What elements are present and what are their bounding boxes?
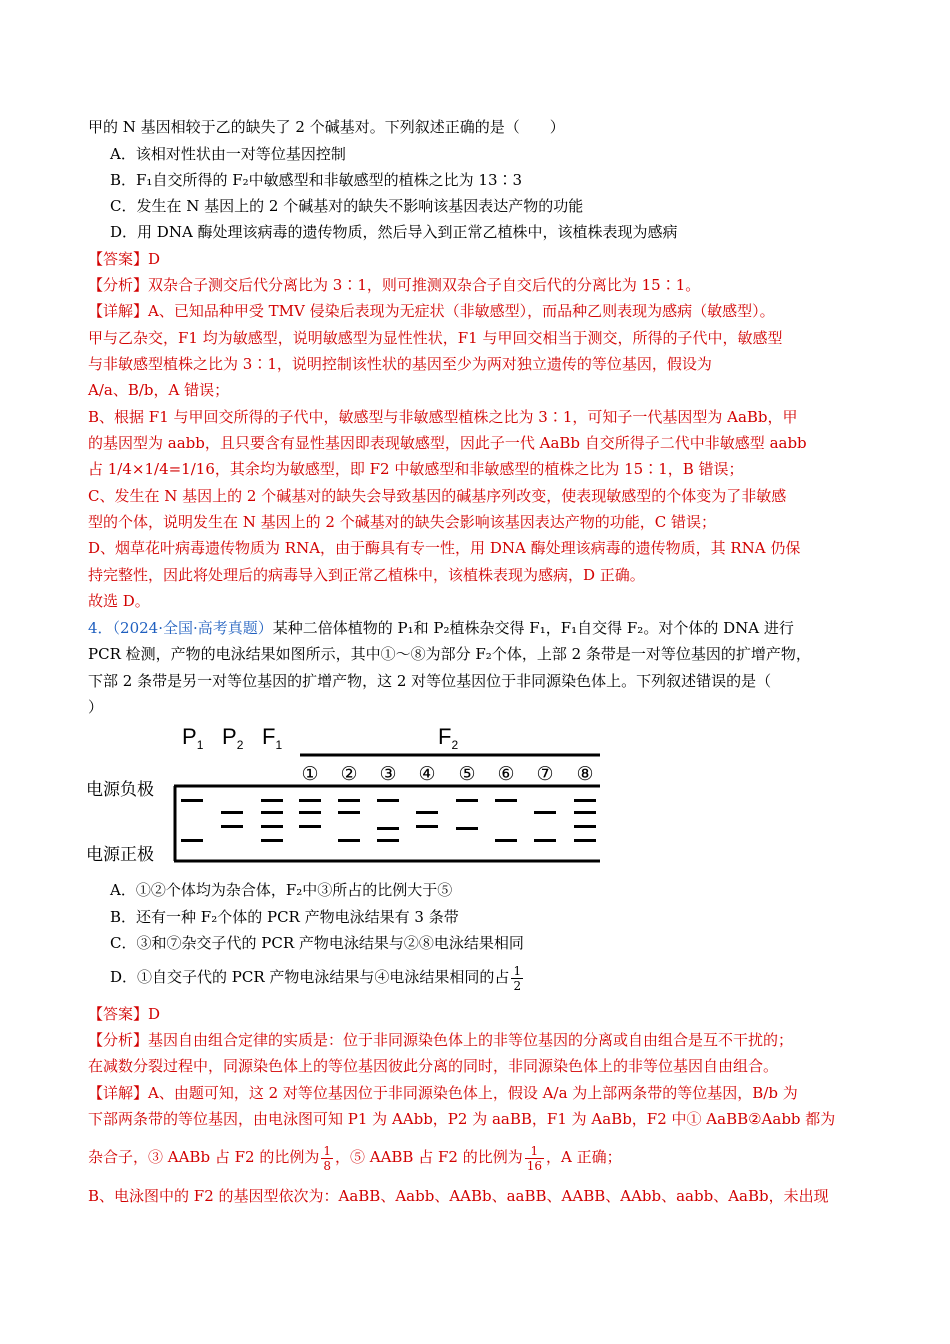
q4-detail-fraction-line: 杂合子，③ AABb 占 F2 的比例为 $\frac{1}{8}$ ，⑤ AABB 占 F2 的比例为 $\frac{1}{16}$ ，A 正确； (88, 1143, 622, 1173)
q3-detail-line: B、根据 F1 与甲回交所得的子代中，敏感型与非敏感型植株之比为 3∶1，可知子一代基因型为 AaBb，甲 (88, 408, 798, 426)
q4-option-d-fraction: $\frac{1}{2}$ (513, 963, 522, 993)
q3-stem: 甲的 N 基因相较于乙的缺失了 2 个碱基对。下列叙述正确的是（ ） (88, 118, 565, 136)
gel-band (495, 799, 517, 802)
q4-option-a: A．①②个体均为杂合体，F₂中③所占的比例大于⑤ (110, 881, 453, 899)
q3-detail-line: 型的个体，说明发生在 N 基因上的 2 个碱基对的缺失会影响该基因表达产物的功能，C 错误； (88, 513, 716, 531)
q4-source: （2024·全国·高考真题） (112, 619, 273, 637)
lane-circle-label: ⑧ (576, 763, 594, 785)
q4-answer: 【答案】D (88, 1005, 161, 1023)
gel-band (377, 839, 399, 842)
q3-detail-line: 故选 D。 (88, 592, 150, 610)
gel-band (377, 799, 399, 802)
gel-band (377, 827, 399, 830)
lane-circle-label: ④ (418, 763, 436, 785)
q3-option-a: A．该相对性状由一对等位基因控制 (110, 145, 346, 163)
gel-band (456, 827, 478, 830)
q4-option-d-text: D．①自交子代的 PCR 产物电泳结果与④电泳结果相同的占 (110, 968, 510, 986)
q3-detail-line: 占 1/4×1/4=1/16，其余均为敏感型，即 F2 中敏感型和非敏感型的植株之比为 15∶1，B 错误； (88, 460, 744, 478)
q4-option-c: C．③和⑦杂交子代的 PCR 产物电泳结果与②⑧电泳结果相同 (110, 934, 524, 952)
gel-band (534, 839, 556, 842)
q3-detail-line: 与非敏感型植株之比为 3∶1，说明控制该性状的基因至少为两对独立遗传的等位基因，假设为 (88, 355, 712, 373)
fraction-one-sixteenth: $\frac{1}{16}$ (526, 1143, 542, 1173)
gel-band (221, 811, 243, 814)
q3-detail-line: 的基因型为 aabb，且只要含有显性基因即表现敏感型，因此子一代 AaBb 自交所得子二代中非敏感型 aabb (88, 434, 807, 452)
negative-electrode-label: 电源负极 (86, 780, 154, 800)
q4-stem-first (88, 617, 794, 639)
q4-detail-line: B、电泳图中的 F2 的基因型依次为：AaBB、Aabb、AABb、aaBB、AABB、AAbb、aabb、AaBb，未出现 (88, 1187, 829, 1205)
positive-electrode-label: 电源正极 (86, 845, 154, 865)
q4-analysis-line: 【分析】基因自由组合定律的实质是：位于非同源染色体上的非等位基因的分离或自由组合是互不干扰的； (88, 1031, 794, 1049)
q3-option-d: D．用 DNA 酶处理该病毒的遗传物质，然后导入到正常乙植株中，该植株表现为感病 (110, 223, 678, 241)
gel-band (416, 811, 438, 814)
gel-band (574, 825, 596, 828)
electrophoresis-figure (86, 720, 606, 866)
gel-band (181, 839, 203, 842)
gel-band (221, 825, 243, 828)
q3-analysis: 【分析】双杂合子测交后代分离比为 3∶1，则可推测双杂合子自交后代的分离比为 15∶1。 (88, 276, 701, 294)
q4-stem-line: ） (88, 698, 104, 716)
gel-band (574, 799, 596, 802)
lane-circle-label: ⑦ (536, 763, 554, 785)
q3-detail-line: 持完整性，因此将处理后的病毒导入到正常乙植株中，该植株表现为感病，D 正确。 (88, 566, 645, 584)
q4-analysis-line: 在减数分裂过程中，同源染色体上的等位基因彼此分离的同时，非同源染色体上的非等位基因自由组合。 (88, 1057, 779, 1075)
lane-circle-label: ③ (379, 763, 397, 785)
gel-band (416, 825, 438, 828)
q4-stem-line: 某种二倍体植物的 P₁和 P₂植株杂交得 F₁，F₁自交得 F₂。对个体的 DNA 进行 (272, 619, 794, 637)
p1-label: $P_1$ (182, 724, 204, 752)
q4-number: 4． (88, 619, 113, 637)
gel-band (261, 825, 283, 828)
q4-detail-line: 【详解】A、由题可知，这 2 对等位基因位于非同源染色体上，假设 A/a 为上部两条带的等位基因，B/b 为 (88, 1084, 798, 1102)
q3-detail-line: D、烟草花叶病毒遗传物质为 RNA，由于酶具有专一性，用 DNA 酶处理该病毒的遗传物质，其 RNA 仍保 (88, 539, 801, 557)
lane-circle-label: ⑥ (497, 763, 515, 785)
gel-band (495, 839, 517, 842)
gel-band (534, 811, 556, 814)
q3-detail-line: A/a、B/b，A 错误； (88, 381, 230, 399)
gel-band (299, 799, 321, 802)
lane-circle-label: ⑤ (458, 763, 476, 785)
q4-stem-line: PCR 检测，产物的电泳结果如图所示，其中①～⑧为部分 F₂个体，上部 2 条带是一对等位基因的扩增产物， (88, 645, 811, 663)
fraction-one-eighth: $\frac{1}{8}$ (323, 1143, 331, 1173)
q3-option-b: B．F₁自交所得的 F₂中敏感型和非敏感型的植株之比为 13∶3 (110, 171, 523, 189)
gel-band (299, 811, 321, 814)
p2-label: $P_2$ (222, 724, 244, 752)
gel-band (261, 811, 283, 814)
q3-answer: 【答案】D (88, 250, 161, 268)
q4-detail-line: 下部两条带的等位基因，由电泳图可知 P1 为 AAbb，P2 为 aaBB，F1 为 AaBb，F2 中① AaBB②Aabb 都为 (88, 1110, 836, 1128)
f2-label: $F_2$ (438, 724, 459, 752)
q3-option-c: C．发生在 N 基因上的 2 个碱基对的缺失不影响该基因表达产物的功能 (110, 197, 584, 215)
f1-label: $F_1$ (262, 724, 283, 752)
q3-detail-line: C、发生在 N 基因上的 2 个碱基对的缺失会导致基因的碱基序列改变，使表现敏感型的个体变为了非敏感 (88, 487, 787, 505)
lane-circle-label: ① (301, 763, 319, 785)
gel-band (261, 839, 283, 842)
gel-band (338, 811, 360, 814)
gel-band (181, 799, 203, 802)
lane-circle-label: ② (340, 763, 358, 785)
gel-band (574, 839, 596, 842)
gel-band (456, 799, 478, 802)
gel-band (338, 799, 360, 802)
gel-band (574, 811, 596, 814)
gel-band (299, 825, 321, 828)
q3-detail-line: 【详解】A、已知品种甲受 TMV 侵染后表现为无症状（非敏感型），而品种乙则表现为感病（敏感型）。 (88, 302, 775, 320)
q4-option-b: B．还有一种 F₂个体的 PCR 产物电泳结果有 3 条带 (110, 908, 459, 926)
q3-detail-line: 甲与乙杂交，F1 均为敏感型，说明敏感型为显性性状，F1 与甲回交相当于测交，所得的子代中，敏感型 (88, 329, 783, 347)
gel-band (338, 839, 360, 842)
gel-band (261, 799, 283, 802)
q4-stem-line: 下部 2 条带是另一对等位基因的扩增产物，这 2 对等位基因位于非同源染色体上。下列叙述错误的是（ (88, 672, 772, 690)
q4-option-d (110, 960, 525, 994)
